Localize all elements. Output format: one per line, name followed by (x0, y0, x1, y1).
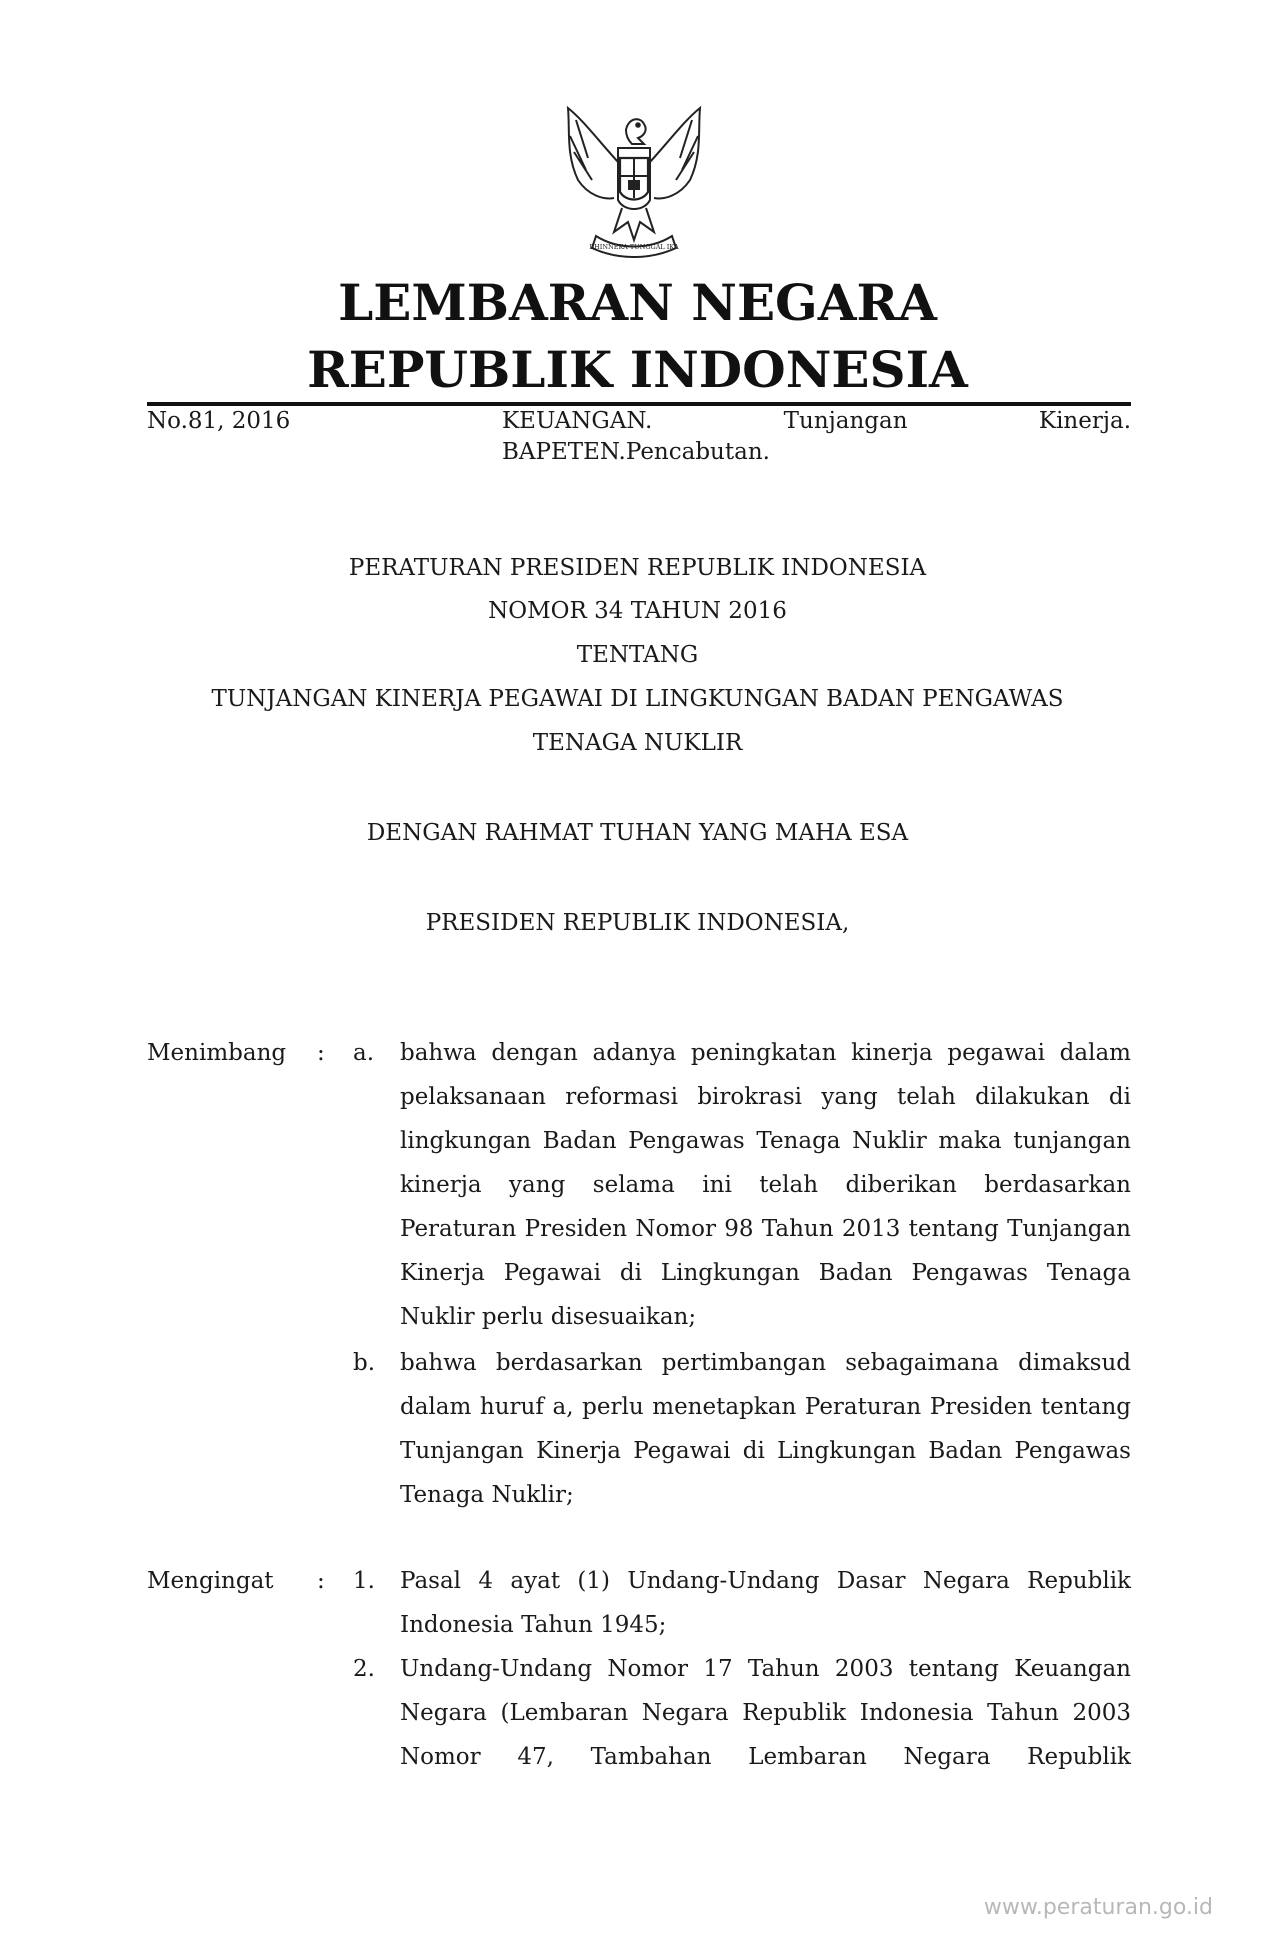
list-marker: a. (353, 1040, 375, 1066)
menimbang-label: Menimbang (147, 1040, 287, 1066)
president-heading: PRESIDEN REPUBLIK INDONESIA, (425, 910, 850, 936)
mengingat-label: Mengingat (147, 1568, 274, 1594)
title-line3: TENTANG (576, 642, 699, 668)
subject-line1: KEUANGAN. Tunjangan Kinerja. (502, 408, 1131, 434)
invocation: DENGAN RAHMAT TUHAN YANG MAHA ESA (366, 820, 909, 846)
title-line1: PERATURAN PRESIDEN REPUBLIK INDONESIA (348, 555, 927, 581)
menimbang-item-a: bahwa dengan adanya peningkatan kinerja pegawai dalam pelaksanaan reformasi birokrasi yang telah dilakukan di lingkungan Badan Pengawas Tenaga Nuklir maka tunjangan kinerja yang selama ini telah diberikan berdasarkan Peraturan Presiden Nomor 98 Tahun 2013 tentang Tunjangan Kinerja Pegawai di Lingkungan Badan Pengawas Tenaga Nuklir perlu disesuaikan; (400, 1040, 1131, 1330)
svg-text:BHINNEKA TUNGGAL IKA: BHINNEKA TUNGGAL IKA (589, 243, 679, 251)
masthead-title-line1: LEMBARAN NEGARA (338, 273, 937, 332)
menimbang-colon: : (317, 1040, 325, 1066)
list-marker: 1. (353, 1568, 375, 1594)
garuda-emblem (548, 100, 720, 268)
title-line4: TUNJANGAN KINERJA PEGAWAI DI LINGKUNGAN BADAN PENGAWAS (211, 686, 1064, 712)
menimbang-item-b: bahwa berdasarkan pertimbangan sebagaimana dimaksud dalam huruf a, perlu menetapkan Peraturan Presiden tentang Tunjangan Kinerja Pegawai di Lingkungan Badan Pengawas Tenaga Nuklir; (400, 1350, 1131, 1508)
source-watermark: www.peraturan.go.id (983, 1895, 1213, 1920)
title-line5: TENAGA NUKLIR (532, 730, 743, 756)
title-line2: NOMOR 34 TAHUN 2016 (488, 598, 787, 624)
subject-line2: BAPETEN.Pencabutan. (502, 439, 770, 465)
mengingat-item-1: Pasal 4 ayat (1) Undang-Undang Dasar Negara Republik Indonesia Tahun 1945; (400, 1568, 1131, 1638)
masthead-title-line2: REPUBLIK INDONESIA (307, 340, 968, 399)
mengingat-colon: : (317, 1568, 325, 1594)
masthead-rule (147, 402, 1131, 406)
mengingat-item-2: Undang-Undang Nomor 17 Tahun 2003 tentang Keuangan Negara (Lembaran Negara Republik Indonesia Tahun 2003 Nomor 47, Tambahan Lembaran Negara Republik (400, 1656, 1131, 1770)
list-marker: 2. (353, 1656, 375, 1682)
gazette-number: No.81, 2016 (147, 408, 291, 434)
list-marker: b. (353, 1350, 376, 1376)
